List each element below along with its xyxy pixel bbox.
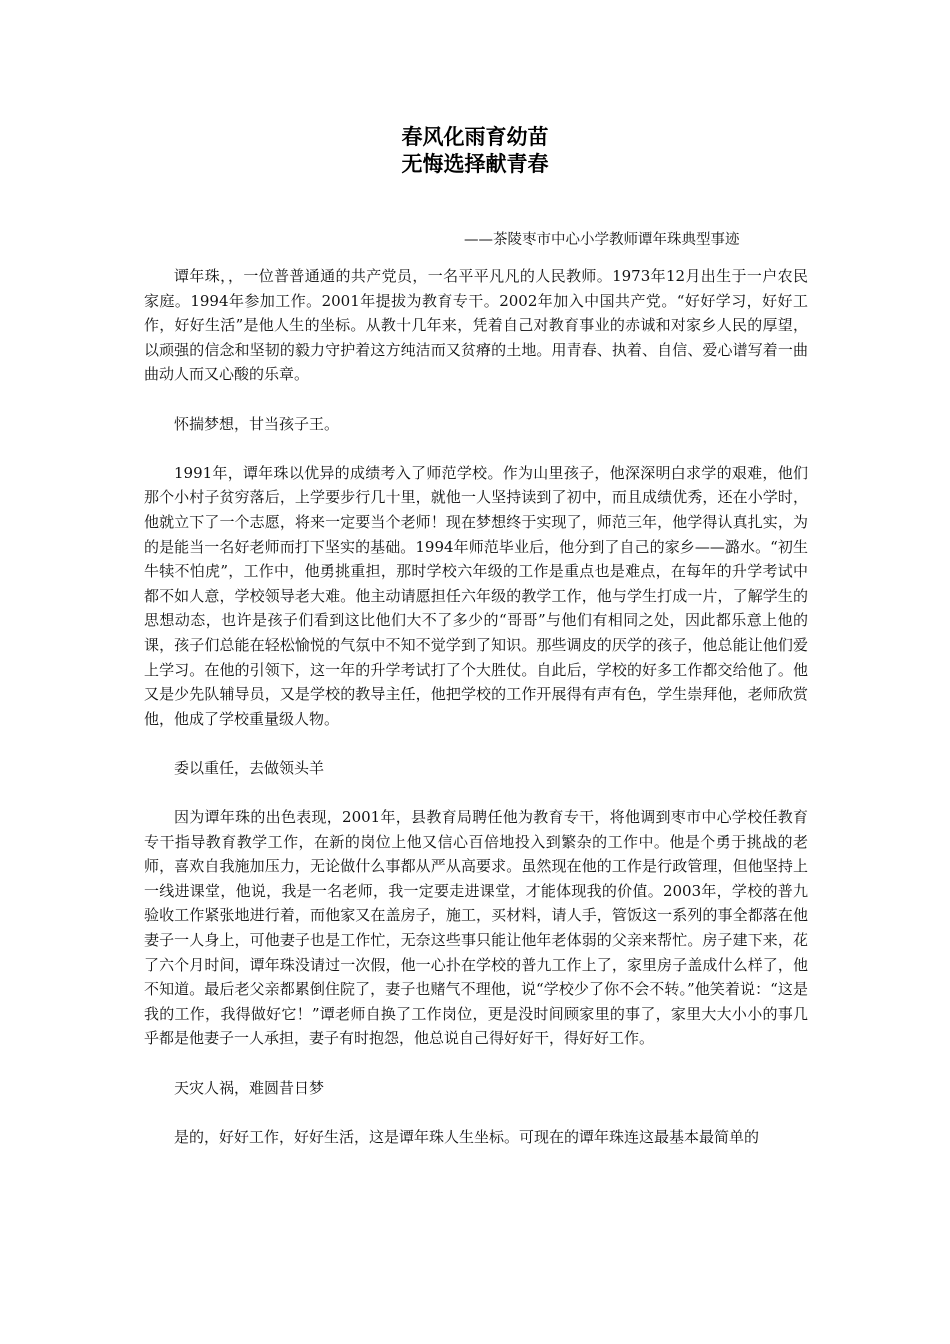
- section-heading-2: 委以重任，去做领头羊: [174, 758, 325, 777]
- paragraph-section-2: 因为谭年珠的出色表现，2001年，县教育局聘任他为教育专干，将他调到枣市中心学校任教育专干指导教育教学工作，在新的岗位上他又信心百倍地投入到繁杂的工作中。他是个勇于挑战的老师，喜欢自我施加压力，无论做什么事都从严从高要求。虽然现在他的工作是行政管理，但他坚持上一线进课堂，他说，我是一名老师，我一定要走进课堂，才能体现我的价值。2003年，学校的普九验收工作紧张地进行着，而他家又在盖房子，施工，买材料，请人手，管饭这一系列的事全都落在他妻子一人身上，可他妻子也是工作忙，无奈这些事只能让他年老体弱的父亲来帮忙。房子建下来，花了六个月时间，谭年珠没请过一次假，他一心扑在学校的普九工作上了，家里房子盖成什么样了，他不知道。最后老父亲都累倒住院了，妻子也赌气不理他，说“学校少了你不会不转。”他笑着说：“这是我的工作，我得做好它！”谭老师自换了工作岗位，更是没时间顾家里的事了，家里大大小小的事几乎都是他妻子一人承担，妻子有时抱怨，他总说自己得好好干，得好好工作。: [144, 808, 808, 1048]
- section-heading-1: 怀揣梦想，甘当孩子王。: [174, 414, 340, 433]
- section-heading-3: 天灾人祸，难圆昔日梦: [174, 1078, 325, 1097]
- document-title-line-1: 春风化雨育幼苗: [401, 125, 549, 149]
- document-title-line-2: 无悔选择献青春: [401, 152, 549, 176]
- document-subtitle: ——茶陵枣市中心小学教师谭年珠典型事迹: [464, 232, 740, 248]
- paragraph-section-3: 是的，好好工作，好好生活，这是谭年珠人生坐标。可现在的谭年珠连这最基本最简单的: [174, 1127, 760, 1146]
- paragraph-section-1: 1991年，谭年珠以优异的成绩考入了师范学校。作为山里孩子，他深深明白求学的艰难，他们那个小村子贫穷落后，上学要步行几十里，就他一人坚持读到了初中，而且成绩优秀，还在小学时，他就立下了一个志愿，将来一定要当个老师！现在梦想终于实现了，师范三年，他学得认真扎实，为的是能当一名好老师而打下坚实的基础。1994年师范毕业后，他分到了自己的家乡——潞水。“初生牛犊不怕虎”，工作中，他勇挑重担，那时学校六年级的工作是重点也是难点，在每年的升学考试中都不如人意，学校领导老大难。他主动请愿担任六年级的教学工作，他与学生打成一片，了解学生的思想动态，也许是孩子们看到这比他们大不了多少的“哥哥”与他们有相同之处，因此都乐意上他的课，孩子们总能在轻松愉悦的气氛中不知不觉学到了知识。那些调皮的厌学的孩子，他总能让他们爱上学习。在他的引领下，这一年的升学考试打了个大胜仗。自此后，学校的好多工作都交给他了。他又是少先队辅导员，又是学校的教导主任，他把学校的工作开展得有声有色，学生崇拜他，老师欣赏他，他成了学校重量级人物。: [144, 463, 808, 728]
- document-body: [144, 264, 808, 1174]
- paragraph-intro: 谭年珠，，一位普普通通的共产党员，一名平平凡凡的人民教师。1973年12月出生于一户农民家庭。1994年参加工作。2001年提拔为教育专干。2002年加入中国共产党。“好好学习，好好工作，好好生活”是他人生的坐标。从教十几年来，凭着自己对教育事业的赤诚和对家乡人民的厚望，以顽强的信念和坚韧的毅力守护着这方纯洁而又贫瘠的土地。用青春、执着、自信、爱心谱写着一曲曲动人而又心酸的乐章。: [144, 267, 808, 384]
